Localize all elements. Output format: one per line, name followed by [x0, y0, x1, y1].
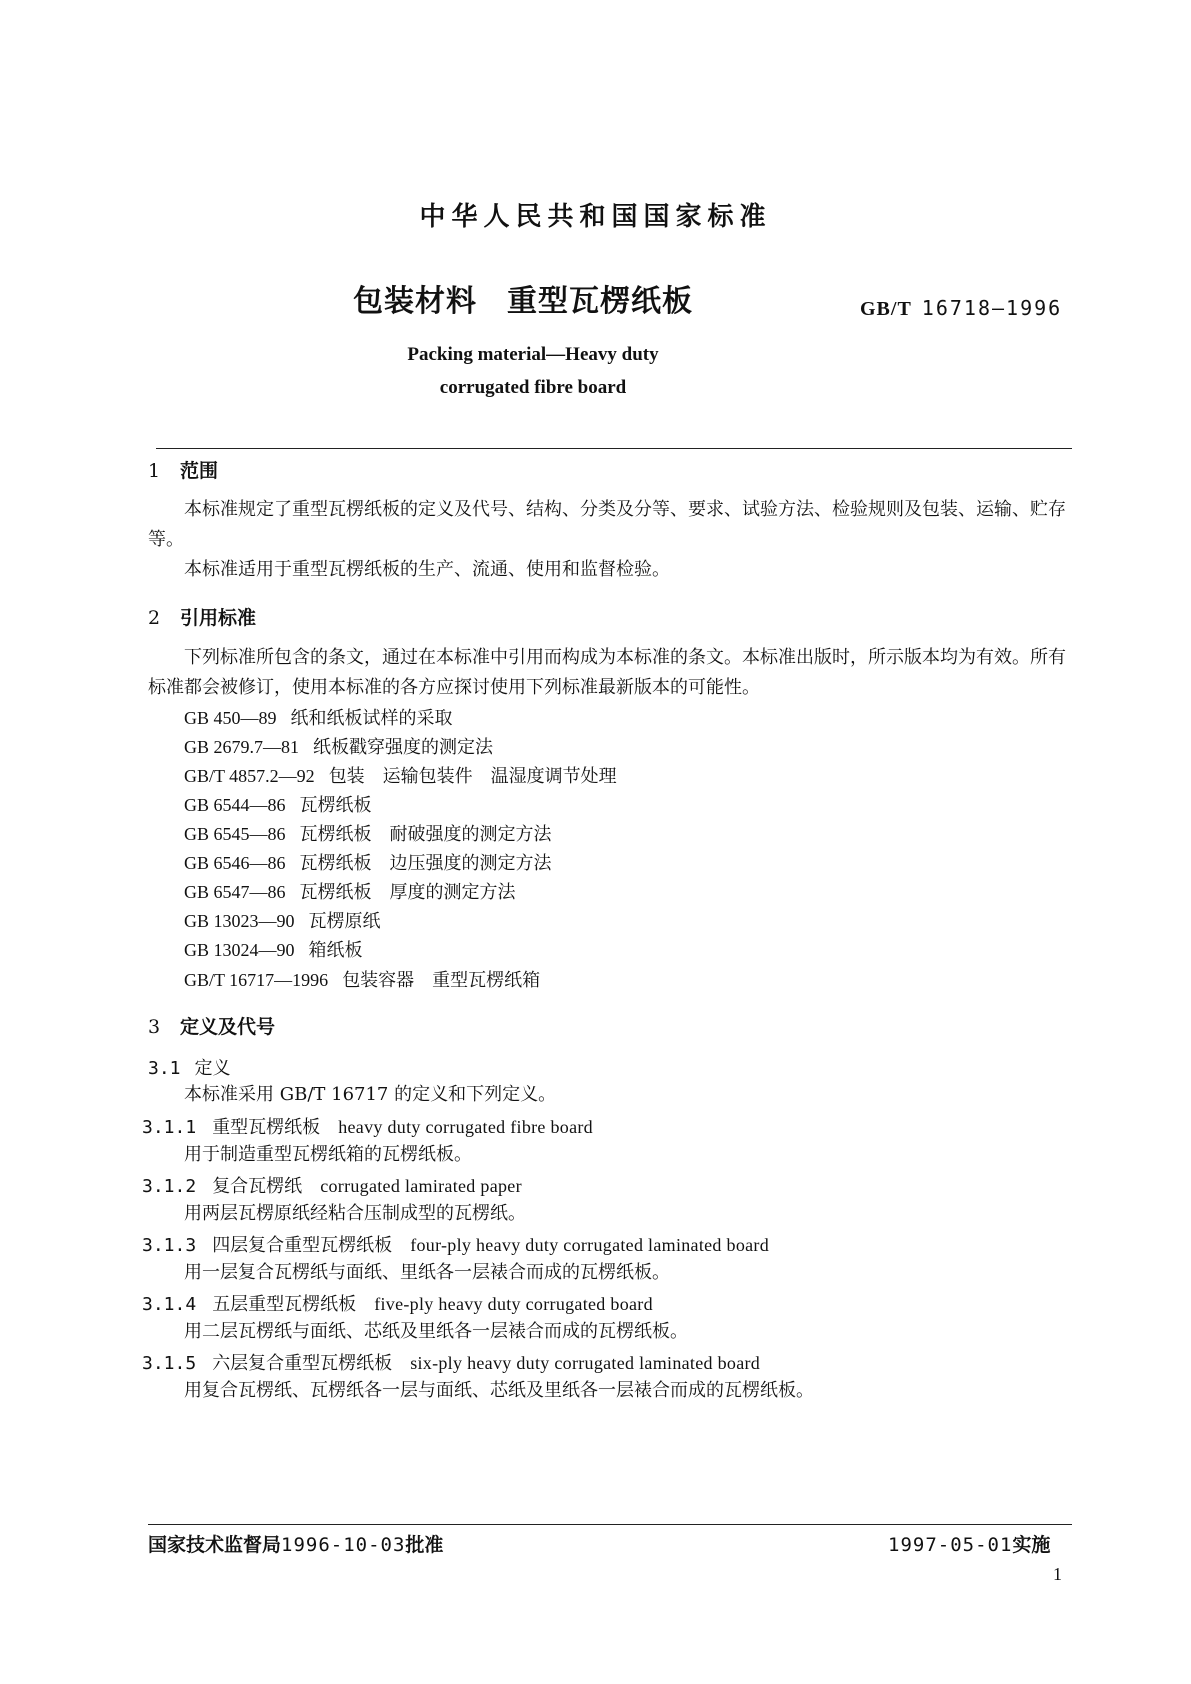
reference-code: GB 450—89	[184, 708, 277, 728]
term-3-1-3	[142, 1231, 769, 1257]
reference-code: GB 2679.7—81	[184, 737, 300, 757]
subsection-3-1-heading	[148, 1054, 231, 1080]
standard-prefix: GB/T	[860, 298, 912, 320]
term-3-1-4	[142, 1290, 653, 1316]
term-en: five-ply heavy duty corrugated board	[374, 1294, 653, 1314]
reference-item	[184, 907, 381, 933]
page-number: 1	[1053, 1564, 1062, 1584]
term-definition: 用复合瓦楞纸、瓦楞纸各一层与面纸、芯纸及里纸各一层裱合而成的瓦楞纸板。	[184, 1380, 814, 1401]
reference-code: GB 13024—90	[184, 940, 295, 960]
term-definition: 用两层瓦楞原纸经粘合压制成型的瓦楞纸。	[184, 1203, 526, 1224]
term-cn: 四层复合重型瓦楞纸板	[212, 1235, 393, 1256]
term-cn: 五层重型瓦楞纸板	[212, 1294, 357, 1315]
section-2-paragraph-1: 下列标准所包含的条文，通过在本标准中引用而构成为本标准的条文。本标准出版时，所示版本均为有效。所有标准都会被修订，使用本标准的各方应探讨使用下列标准最新版本的可能性。	[148, 647, 1066, 698]
section-3-heading	[148, 1012, 275, 1039]
reference-code: GB 6546—86	[184, 853, 286, 873]
section-1-paragraph-1: 本标准规定了重型瓦楞纸板的定义及代号、结构、分类及分等、要求、试验方法、检验规则及包装、运输、贮存等。	[148, 499, 1066, 550]
effective-word: 实施	[1012, 1534, 1051, 1556]
title-part-2: 重型瓦楞纸板	[507, 284, 693, 319]
section-title: 范围	[180, 460, 219, 482]
approval-info	[148, 1530, 443, 1557]
standard-code: 16718—1996	[921, 296, 1063, 320]
term-cn: 复合瓦楞纸	[212, 1176, 303, 1197]
clause-number: 3.1.5	[142, 1353, 197, 1374]
term-en: six-ply heavy duty corrugated laminated board	[410, 1353, 761, 1373]
section-title: 引用标准	[180, 607, 257, 629]
reference-item	[184, 936, 363, 962]
clause-number: 3.1	[148, 1058, 181, 1079]
clause-number: 3.1.2	[142, 1176, 197, 1197]
reference-item	[184, 733, 493, 759]
reference-code: GB/T 4857.2—92	[184, 766, 315, 786]
reference-title: 包装容器 重型瓦楞纸箱	[342, 970, 541, 991]
reference-item	[184, 704, 453, 730]
clause-title: 定义	[194, 1058, 231, 1079]
term-definition: 用二层瓦楞纸与面纸、芯纸及里纸各一层裱合而成的瓦楞纸板。	[184, 1321, 688, 1342]
reference-title: 瓦楞原纸	[308, 911, 381, 932]
clause-number: 3.1.3	[142, 1235, 197, 1256]
reference-item	[184, 791, 372, 817]
reference-title: 瓦楞纸板	[299, 795, 372, 816]
term-cn: 重型瓦楞纸板	[212, 1117, 321, 1138]
approval-word: 批准	[405, 1534, 444, 1556]
section-title: 定义及代号	[180, 1016, 276, 1038]
reference-code: GB 6545—86	[184, 824, 286, 844]
en-title-line-1: Packing material—Heavy duty	[407, 344, 659, 365]
section-number: 1	[148, 460, 161, 482]
reference-item	[184, 966, 540, 992]
reference-item	[184, 762, 617, 788]
term-3-1-2	[142, 1172, 522, 1198]
national-standard-title: 中华人民共和国国家标准	[419, 202, 772, 232]
reference-item	[184, 878, 516, 904]
approval-date: 1996-10-03	[281, 1534, 406, 1556]
effective-info	[888, 1530, 1050, 1557]
section-2-heading	[148, 603, 256, 630]
term-definition: 用一层复合瓦楞纸与面纸、里纸各一层裱合而成的瓦楞纸板。	[184, 1262, 670, 1283]
reference-code: GB 6544—86	[184, 795, 286, 815]
effective-date: 1997-05-01	[888, 1534, 1013, 1556]
reference-title: 瓦楞纸板 厚度的测定方法	[299, 882, 516, 903]
term-en: heavy duty corrugated fibre board	[338, 1117, 593, 1137]
term-en: four-ply heavy duty corrugated laminated board	[410, 1235, 770, 1255]
subsection-3-1-paragraph: 本标准采用 GB/T 16717 的定义和下列定义。	[184, 1084, 557, 1105]
section-1-paragraph-2: 本标准适用于重型瓦楞纸板的生产、流通、使用和监督检验。	[184, 559, 670, 580]
approval-org: 国家技术监督局	[148, 1534, 282, 1556]
reference-item	[184, 849, 552, 875]
term-3-1-5	[142, 1349, 760, 1375]
section-1-heading	[148, 456, 218, 483]
section-number: 2	[148, 607, 161, 629]
reference-title: 瓦楞纸板 边压强度的测定方法	[299, 853, 552, 874]
document-title-en	[0, 338, 1066, 404]
reference-code: GB 13023—90	[184, 911, 295, 931]
reference-title: 箱纸板	[308, 940, 363, 961]
reference-code: GB/T 16717—1996	[184, 970, 329, 990]
term-definition: 用于制造重型瓦楞纸箱的瓦楞纸板。	[184, 1144, 472, 1165]
document-title-cn	[353, 276, 693, 320]
reference-title: 纸和纸板试样的采取	[290, 708, 453, 729]
clause-number: 3.1.1	[142, 1117, 197, 1138]
clause-number: 3.1.4	[142, 1294, 197, 1315]
reference-item	[184, 820, 552, 846]
reference-title: 纸板戳穿强度的测定法	[313, 737, 494, 758]
reference-title: 包装 运输包装件 温湿度调节处理	[328, 766, 617, 787]
term-cn: 六层复合重型瓦楞纸板	[212, 1353, 393, 1374]
reference-title: 瓦楞纸板 耐破强度的测定方法	[299, 824, 552, 845]
section-number: 3	[148, 1016, 161, 1038]
term-3-1-1	[142, 1113, 593, 1139]
standard-number	[860, 296, 1062, 321]
title-part-1: 包装材料	[353, 284, 477, 319]
header-divider	[156, 448, 1072, 449]
term-en: corrugated lamirated paper	[320, 1176, 522, 1196]
reference-code: GB 6547—86	[184, 882, 286, 902]
footer-divider	[148, 1524, 1072, 1525]
en-title-line-2: corrugated fibre board	[439, 377, 627, 398]
